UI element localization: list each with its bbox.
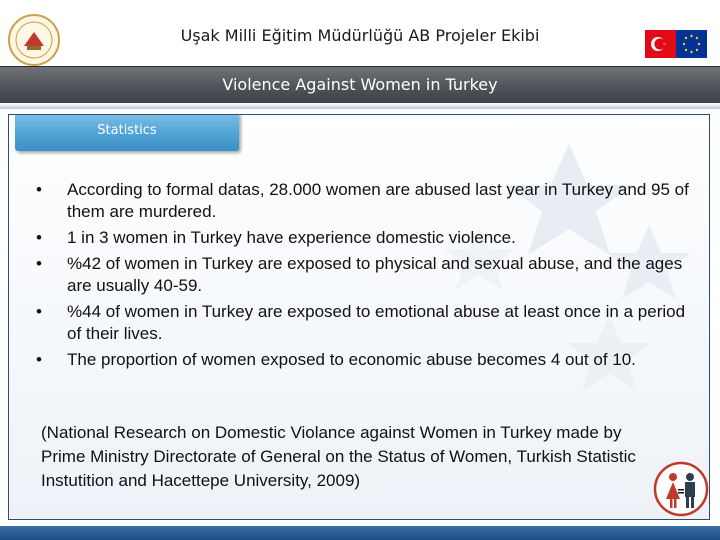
- bullet-text: 1 in 3 women in Turkey have experience domestic violence.: [67, 228, 516, 247]
- list-item: [29, 179, 689, 223]
- bullet-icon: •: [36, 228, 42, 247]
- list-item: [29, 227, 689, 249]
- list-item: [29, 253, 689, 297]
- bullet-text: According to formal datas, 28.000 women are abused last year in Turkey and 95 of them are murdered.: [67, 180, 689, 221]
- bullet-icon: •: [36, 254, 42, 273]
- title-divider: [0, 103, 720, 109]
- header-title: Uşak Milli Eğitim Müdürlüğü AB Projeler Ekibi: [180, 26, 540, 45]
- bullet-text: %42 of women in Turkey are exposed to physical and sexual abuse, and the ages are usually 40-59.: [67, 254, 683, 295]
- slide-title-band: [0, 66, 720, 105]
- tab-statistics[interactable]: [15, 114, 239, 151]
- bullet-icon: •: [36, 350, 42, 369]
- bullet-icon: •: [36, 302, 42, 321]
- bullet-text: The proportion of women exposed to economic abuse becomes 4 out of 10.: [67, 350, 636, 369]
- list-item: [29, 349, 689, 371]
- bullet-text: %44 of women in Turkey are exposed to emotional abuse at least once in a period of their lives.: [67, 302, 686, 343]
- gender-equality-logo-icon: [653, 461, 709, 517]
- turkey-eu-flags-icon: [645, 30, 707, 58]
- bullet-icon: •: [36, 180, 42, 199]
- tab-statistics-label: Statistics: [97, 123, 157, 138]
- source-citation: (National Research on Domestic Violance against Women in Turkey made by Prime Ministry Directorate of General on the Status of Women, Turkish Statistic Instutition and Hacettepe University, 2009): [41, 423, 636, 490]
- statistics-bullet-list: [29, 179, 689, 375]
- list-item: [29, 301, 689, 345]
- bottom-strip: [0, 526, 720, 540]
- slide-title: Violence Against Women in Turkey: [222, 75, 498, 94]
- content-panel: [8, 114, 710, 520]
- header-bar: [0, 0, 720, 66]
